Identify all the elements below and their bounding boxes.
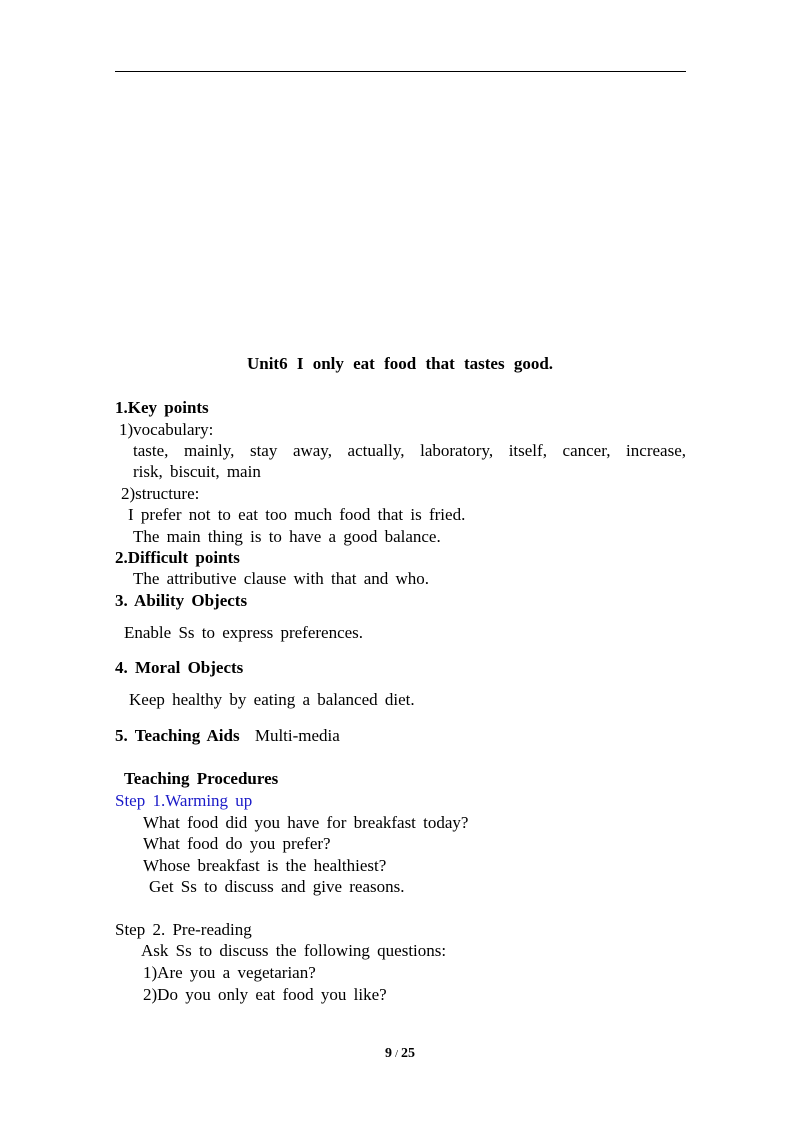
page-title: Unit6 I only eat food that tastes good. [246,354,554,373]
moral-objects-text: Keep healthy by eating a balanced diet. [129,690,415,709]
step-2-line: 1)Are you a vegetarian? [143,963,316,982]
moral-objects-heading: 4. Moral Objects [115,658,244,677]
structure-line-1: I prefer not to eat too much food that is fried. [128,505,466,524]
step-1-heading: Step 1.Warming up [115,791,253,810]
step-1-line: What food did you have for breakfast today? [143,813,469,832]
teaching-aids-heading: 5. Teaching Aids [115,726,240,745]
vocabulary-line-2: risk, biscuit, main [133,462,261,481]
key-points-heading: 1.Key points [115,398,209,417]
vocabulary-label: 1)vocabulary: [119,420,214,439]
vocabulary-line-1: taste, mainly, stay away, actually, laboratory, itself, cancer, increase, [133,441,686,460]
difficult-points-text: The attributive clause with that and who. [133,569,430,588]
header-rule [115,71,686,72]
difficult-points-heading: 2.Difficult points [115,548,240,567]
structure-label: 2)structure: [121,484,200,503]
step-1-line: Get Ss to discuss and give reasons. [149,877,405,896]
ability-objects-text: Enable Ss to express preferences. [124,623,364,642]
step-1-line: What food do you prefer? [143,834,331,853]
structure-line-2: The main thing is to have a good balance. [133,527,441,546]
total-pages: 25 [401,1046,416,1061]
teaching-aids-line [115,726,340,746]
page-number [0,1046,800,1062]
teaching-aids-text: Multi-media [254,726,340,745]
ability-objects-heading: 3. Ability Objects [115,591,248,610]
step-2-line: Ask Ss to discuss the following questions: [141,941,447,960]
step-2-heading: Step 2. Pre-reading [115,920,252,939]
step-2-line: 2)Do you only eat food you like? [143,985,387,1004]
page-separator: / [394,1048,399,1060]
current-page: 9 [384,1046,392,1061]
step-1-line: Whose breakfast is the healthiest? [143,856,387,875]
teaching-procedures-heading: Teaching Procedures [124,769,279,788]
